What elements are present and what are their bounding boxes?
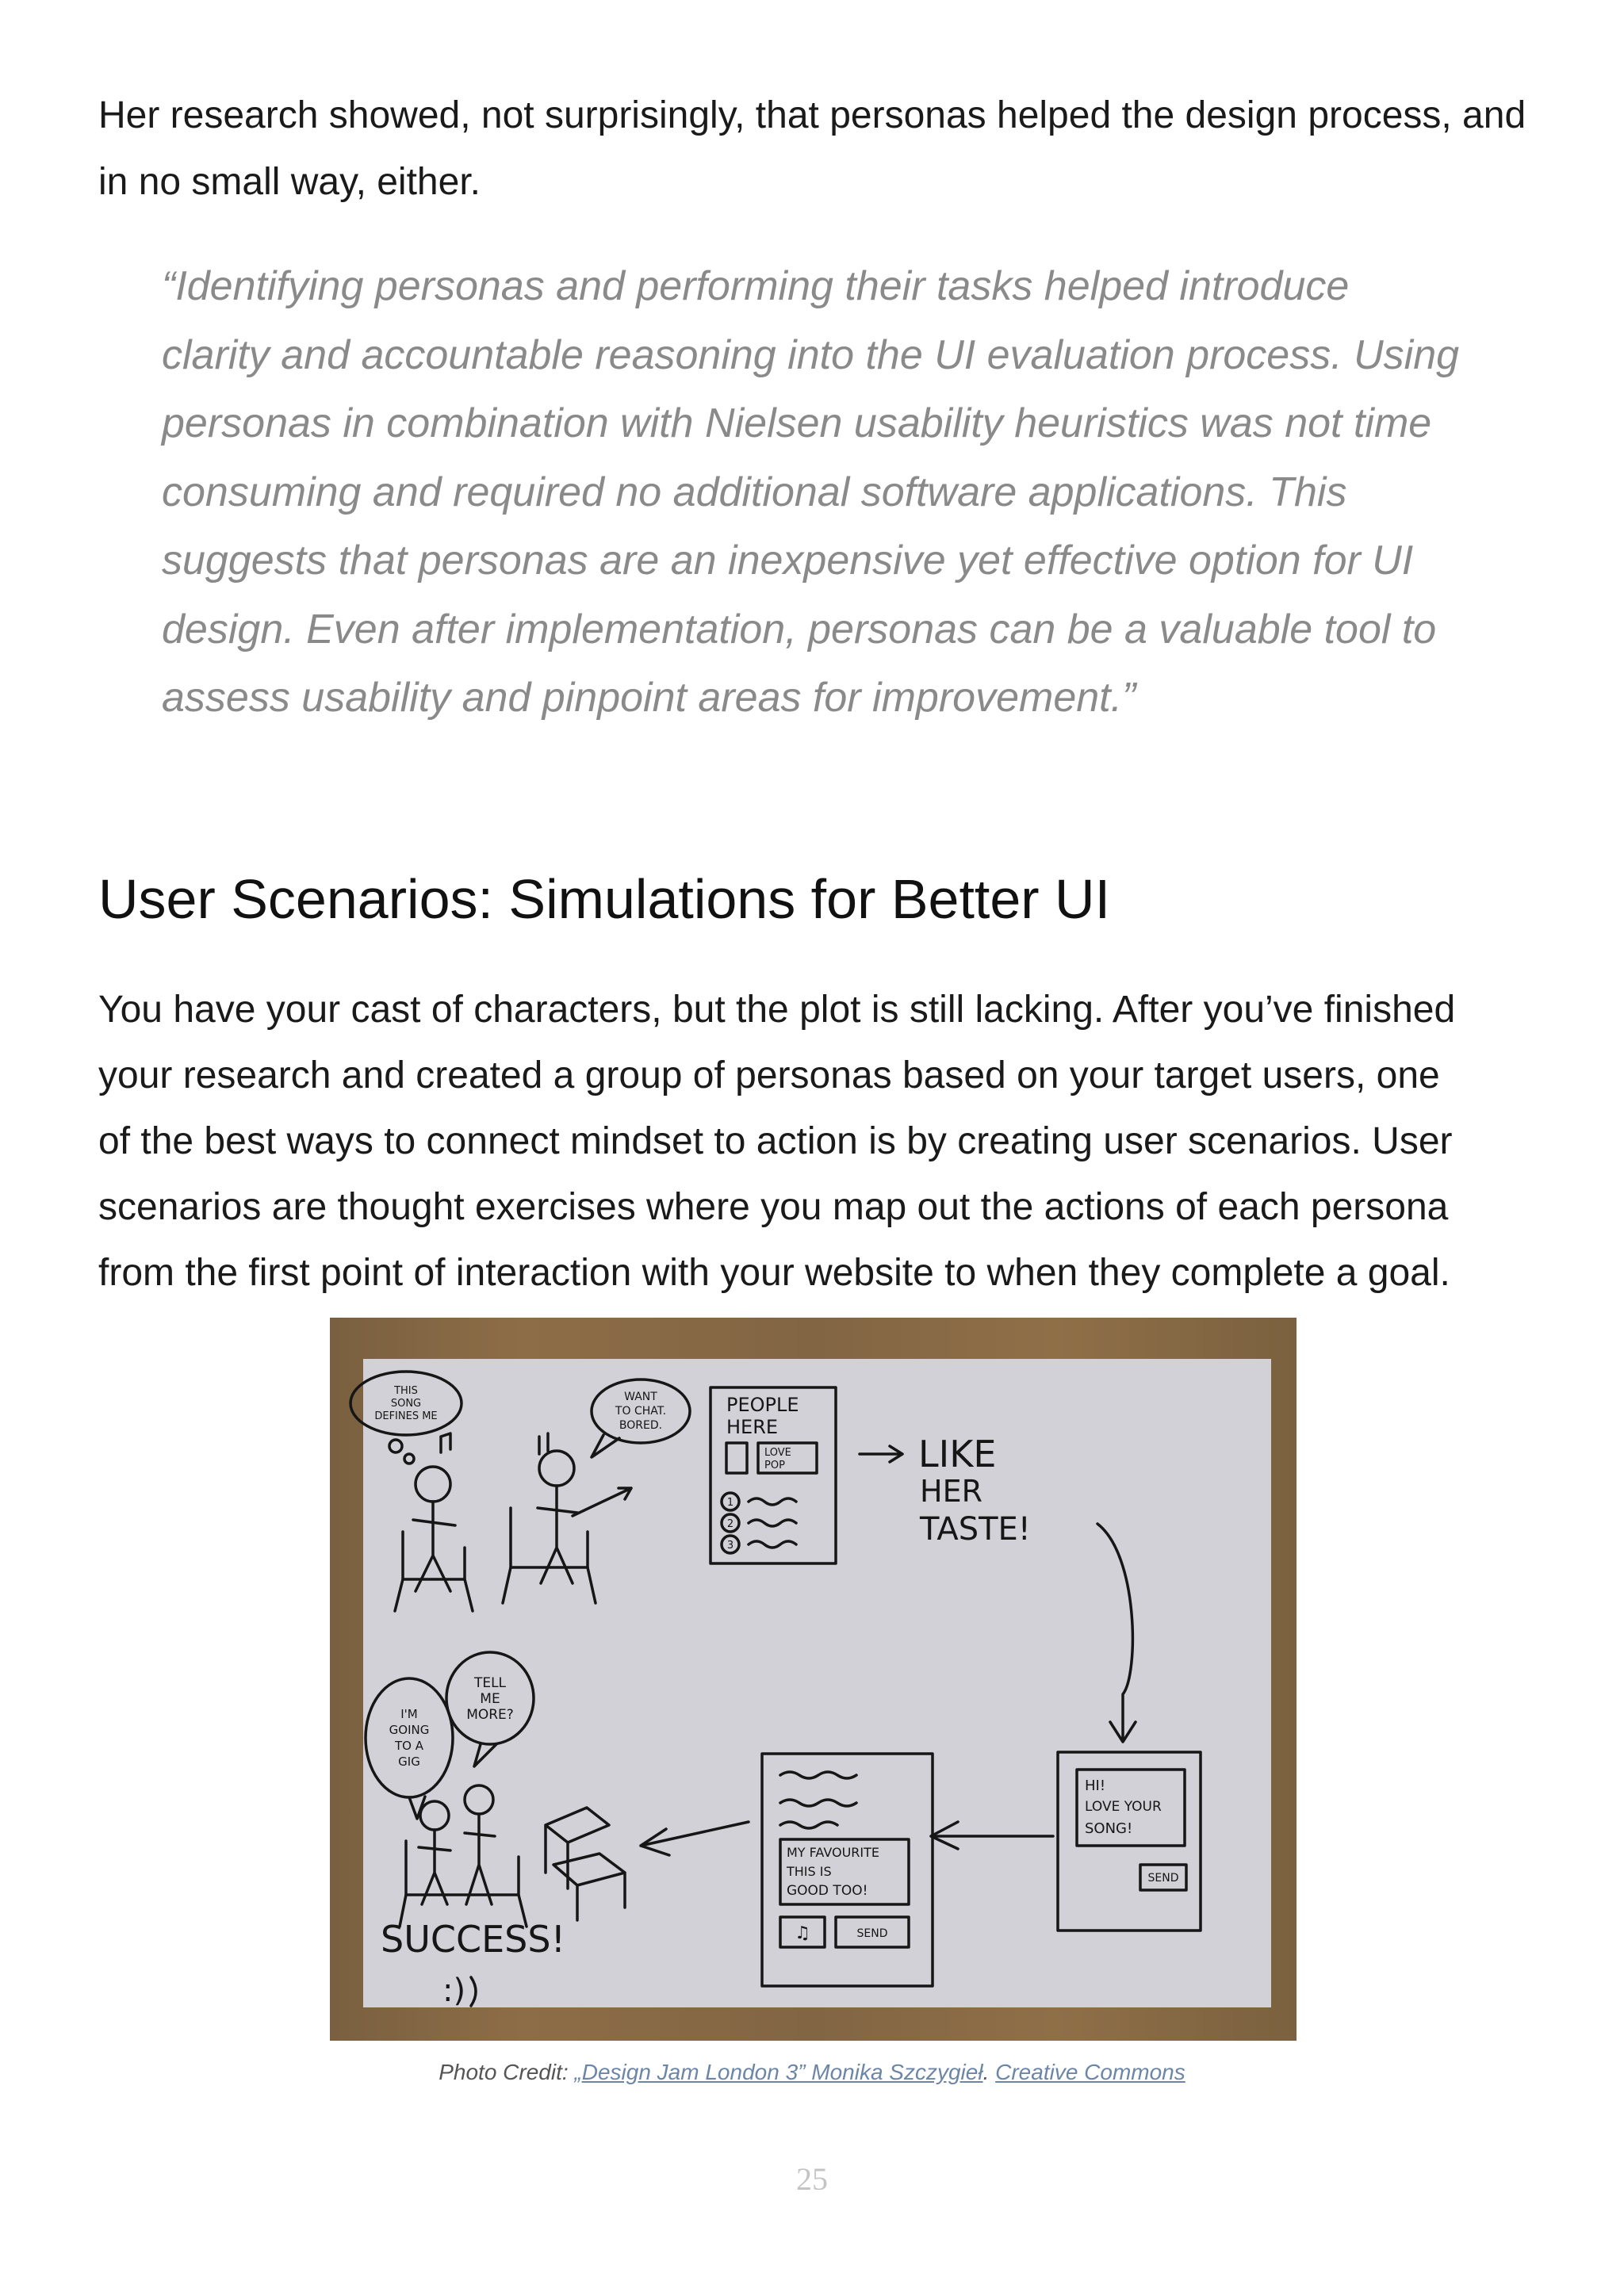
bubble-text: BORED. bbox=[619, 1419, 663, 1432]
sketch-label: MY FAVOURITE bbox=[787, 1845, 880, 1860]
sketch-label: LOVE YOUR bbox=[1085, 1799, 1162, 1815]
quote-line: personas in combination with Nielsen usability heuristics was not time bbox=[162, 400, 1432, 446]
bubble-text: TO CHAT. bbox=[615, 1405, 667, 1418]
bubble-text: GIG bbox=[398, 1755, 420, 1769]
music-note-icon: ♫ bbox=[795, 1923, 810, 1943]
page-number: 25 bbox=[796, 2161, 828, 2197]
persona-quote bbox=[162, 252, 1510, 733]
quote-line: suggests that personas are an inexpensive yet effective option for UI bbox=[162, 538, 1414, 584]
bubble-text: WANT bbox=[624, 1391, 657, 1403]
sketch-label: GOOD TOO! bbox=[787, 1883, 868, 1899]
quote-line: design. Even after implementation, personas can be a valuable tool to bbox=[162, 606, 1437, 652]
quote-line: clarity and accountable reasoning into the UI evaluation process. Using bbox=[162, 331, 1460, 378]
bubble-text: MORE? bbox=[466, 1707, 514, 1723]
quote-line: “Identifying personas and performing their tasks helped introduce bbox=[162, 263, 1350, 309]
sketch-label: POP bbox=[764, 1460, 785, 1471]
body-line: your research and created a group of personas based on your target users, one bbox=[98, 1054, 1440, 1096]
sketch-label: SEND bbox=[856, 1927, 888, 1940]
bubble-text: THIS bbox=[394, 1385, 418, 1397]
sketch-label: 3 bbox=[726, 1540, 734, 1552]
sketch-label: PEOPLE bbox=[726, 1394, 799, 1416]
sketch-label: LIKE bbox=[918, 1433, 997, 1475]
section-heading: User Scenarios: Simulations for Better UI bbox=[98, 868, 1111, 930]
sketch-label: HI! bbox=[1085, 1777, 1106, 1794]
bubble-text: I'M bbox=[400, 1707, 418, 1721]
bubble-text: TO A bbox=[395, 1739, 423, 1753]
bubble-text: SONG bbox=[390, 1398, 422, 1410]
body-line: of the best ways to connect mindset to action is by creating user scenarios. User bbox=[98, 1120, 1453, 1162]
quote-line: assess usability and pinpoint areas for improvement.” bbox=[162, 675, 1136, 721]
caption-prefix: Photo Credit: bbox=[439, 2060, 575, 2084]
sketch-label: SONG! bbox=[1085, 1820, 1133, 1837]
sketch-label: THIS IS bbox=[787, 1864, 832, 1879]
photo-caption bbox=[0, 2060, 1624, 2085]
sketch-drawing bbox=[330, 1318, 1297, 2041]
user-scenario-sketch-photo bbox=[330, 1318, 1297, 2041]
sketch-label: HERE bbox=[726, 1416, 779, 1438]
success-text: SUCCESS! bbox=[381, 1918, 566, 1961]
sketch-label: SEND bbox=[1147, 1872, 1179, 1885]
body-line: scenarios are thought exercises where you map out the actions of each persona bbox=[98, 1186, 1449, 1228]
sketch-label: 2 bbox=[726, 1518, 734, 1530]
quote-line: consuming and required no additional software applications. This bbox=[162, 469, 1347, 515]
body-paragraph bbox=[98, 977, 1557, 1306]
sketch-label: HER bbox=[920, 1474, 982, 1509]
bubble-text: DEFINES ME bbox=[374, 1410, 438, 1422]
body-line: from the first point of interaction with your website to when they complete a goal. bbox=[98, 1252, 1450, 1294]
bubble-text: GOING bbox=[389, 1723, 430, 1737]
body-line: You have your cast of characters, but the plot is still lacking. After you’ve finished bbox=[98, 989, 1456, 1031]
sketch-label: LOVE bbox=[764, 1447, 791, 1459]
license-link[interactable]: Creative Commons bbox=[995, 2060, 1185, 2084]
sketch-label: 1 bbox=[726, 1497, 734, 1509]
bubble-text: TELL bbox=[473, 1675, 507, 1691]
bubble-text: ME bbox=[480, 1691, 500, 1707]
photo-source-link[interactable]: „Design Jam London 3” Monika Szczygieł bbox=[574, 2060, 983, 2084]
sketch-label: TASTE! bbox=[920, 1511, 1031, 1548]
intro-paragraph: Her research showed, not surprisingly, that personas helped the design process, and in no small way, either. bbox=[98, 94, 1526, 203]
caption-separator: . bbox=[982, 2060, 996, 2084]
smiley-text: :) bbox=[442, 1973, 466, 2009]
